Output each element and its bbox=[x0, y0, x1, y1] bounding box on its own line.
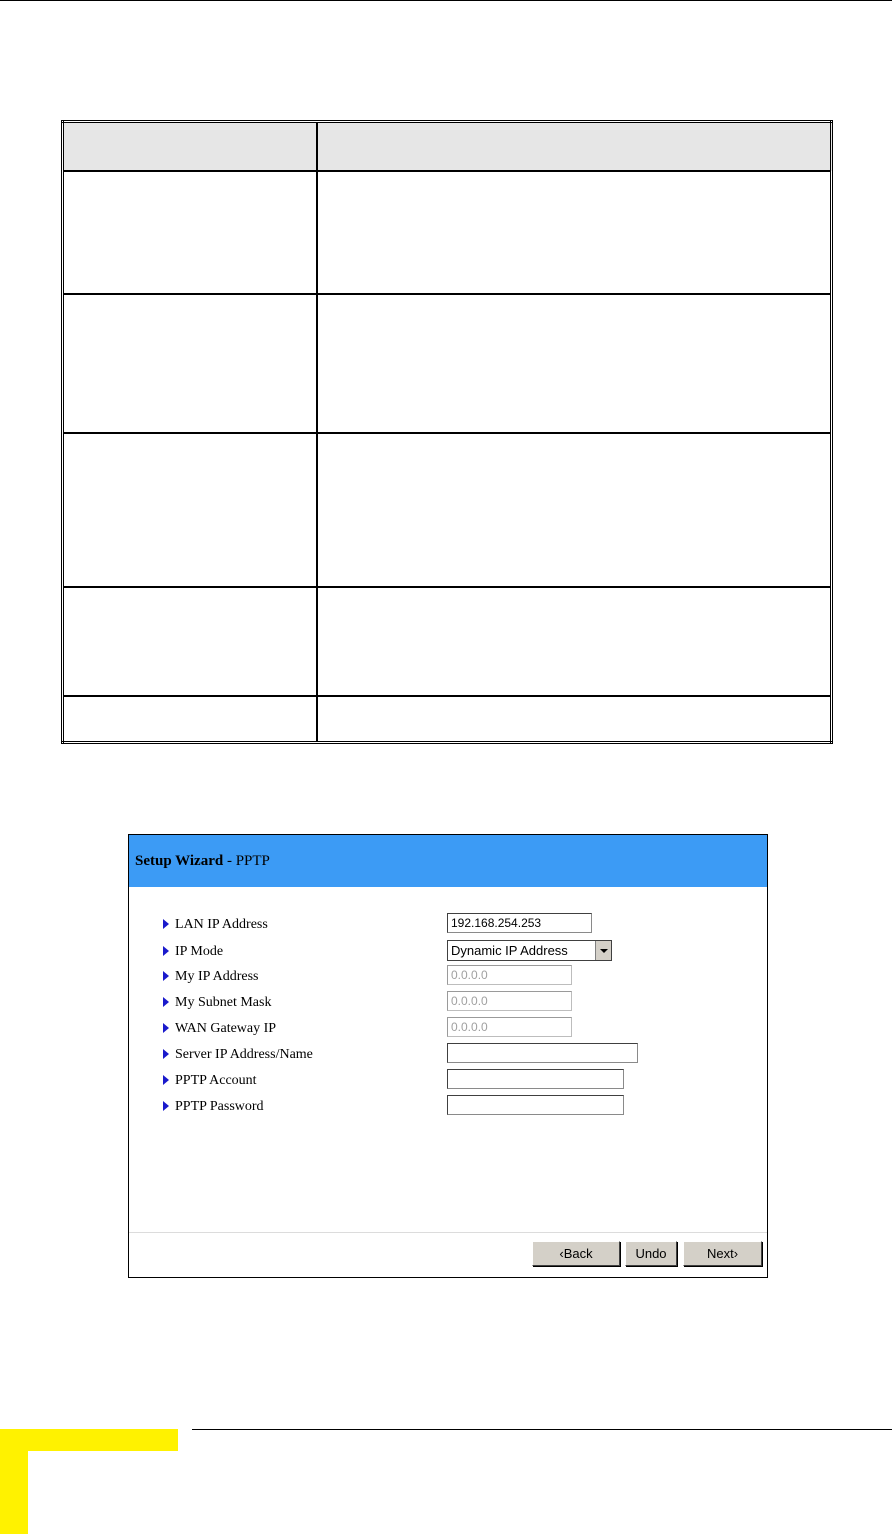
table-row bbox=[63, 587, 832, 696]
undo-button[interactable]: Undo bbox=[625, 1241, 677, 1266]
footer-rule bbox=[192, 1429, 892, 1430]
back-button[interactable]: ‹Back bbox=[532, 1241, 620, 1266]
pptp-password-input[interactable] bbox=[447, 1095, 624, 1115]
wan-gateway-row bbox=[129, 1017, 767, 1041]
arrow-bullet-icon bbox=[163, 997, 169, 1007]
server-ip-label: Server IP Address/Name bbox=[175, 1047, 313, 1062]
ip-mode-select[interactable] bbox=[447, 940, 612, 961]
ip-mode-label: IP Mode bbox=[175, 944, 224, 959]
wan-gateway-label: WAN Gateway IP bbox=[175, 1021, 277, 1036]
wizard-subtitle: - PPTP bbox=[223, 852, 270, 869]
arrow-bullet-icon bbox=[163, 919, 169, 929]
wizard-title: Setup Wizard bbox=[135, 852, 224, 869]
pptp-password-row bbox=[129, 1095, 767, 1119]
subnet-mask-input[interactable]: 0.0.0.0 bbox=[447, 991, 572, 1011]
server-ip-input[interactable] bbox=[447, 1043, 638, 1063]
blank-table bbox=[61, 120, 833, 744]
next-button[interactable]: Next› bbox=[683, 1241, 762, 1266]
table-row bbox=[63, 171, 832, 294]
lan-ip-input[interactable]: 192.168.254.253 bbox=[447, 913, 592, 933]
top-rule bbox=[0, 0, 892, 1]
lan-ip-row bbox=[129, 913, 767, 937]
table-row bbox=[63, 294, 832, 433]
subnet-mask-row bbox=[129, 991, 767, 1015]
table-row bbox=[63, 433, 832, 587]
wan-gateway-input[interactable]: 0.0.0.0 bbox=[447, 1017, 572, 1037]
setup-wizard-window bbox=[128, 834, 768, 1278]
table-row bbox=[63, 696, 832, 743]
arrow-bullet-icon bbox=[163, 1101, 169, 1111]
footer-accent-bar-vertical bbox=[0, 1429, 28, 1534]
ip-mode-selected-value: Dynamic IP Address bbox=[451, 943, 568, 958]
arrow-bullet-icon bbox=[163, 1075, 169, 1085]
lan-ip-label: LAN IP Address bbox=[175, 917, 268, 932]
wizard-title-bar bbox=[129, 835, 767, 887]
my-ip-row bbox=[129, 965, 767, 989]
wizard-footer-divider bbox=[129, 1232, 767, 1233]
arrow-bullet-icon bbox=[163, 1049, 169, 1059]
dropdown-arrow-icon[interactable] bbox=[595, 941, 611, 960]
arrow-bullet-icon bbox=[163, 1023, 169, 1033]
pptp-password-label: PPTP Password bbox=[175, 1099, 264, 1114]
ip-mode-row bbox=[129, 940, 767, 964]
pptp-account-label: PPTP Account bbox=[175, 1073, 257, 1088]
server-ip-row bbox=[129, 1043, 767, 1067]
pptp-account-input[interactable] bbox=[447, 1069, 624, 1089]
my-ip-label: My IP Address bbox=[175, 969, 259, 984]
subnet-mask-label: My Subnet Mask bbox=[175, 995, 272, 1010]
my-ip-input[interactable]: 0.0.0.0 bbox=[447, 965, 572, 985]
table-header-row bbox=[63, 122, 832, 172]
arrow-bullet-icon bbox=[163, 946, 169, 956]
arrow-bullet-icon bbox=[163, 971, 169, 981]
pptp-account-row bbox=[129, 1069, 767, 1093]
